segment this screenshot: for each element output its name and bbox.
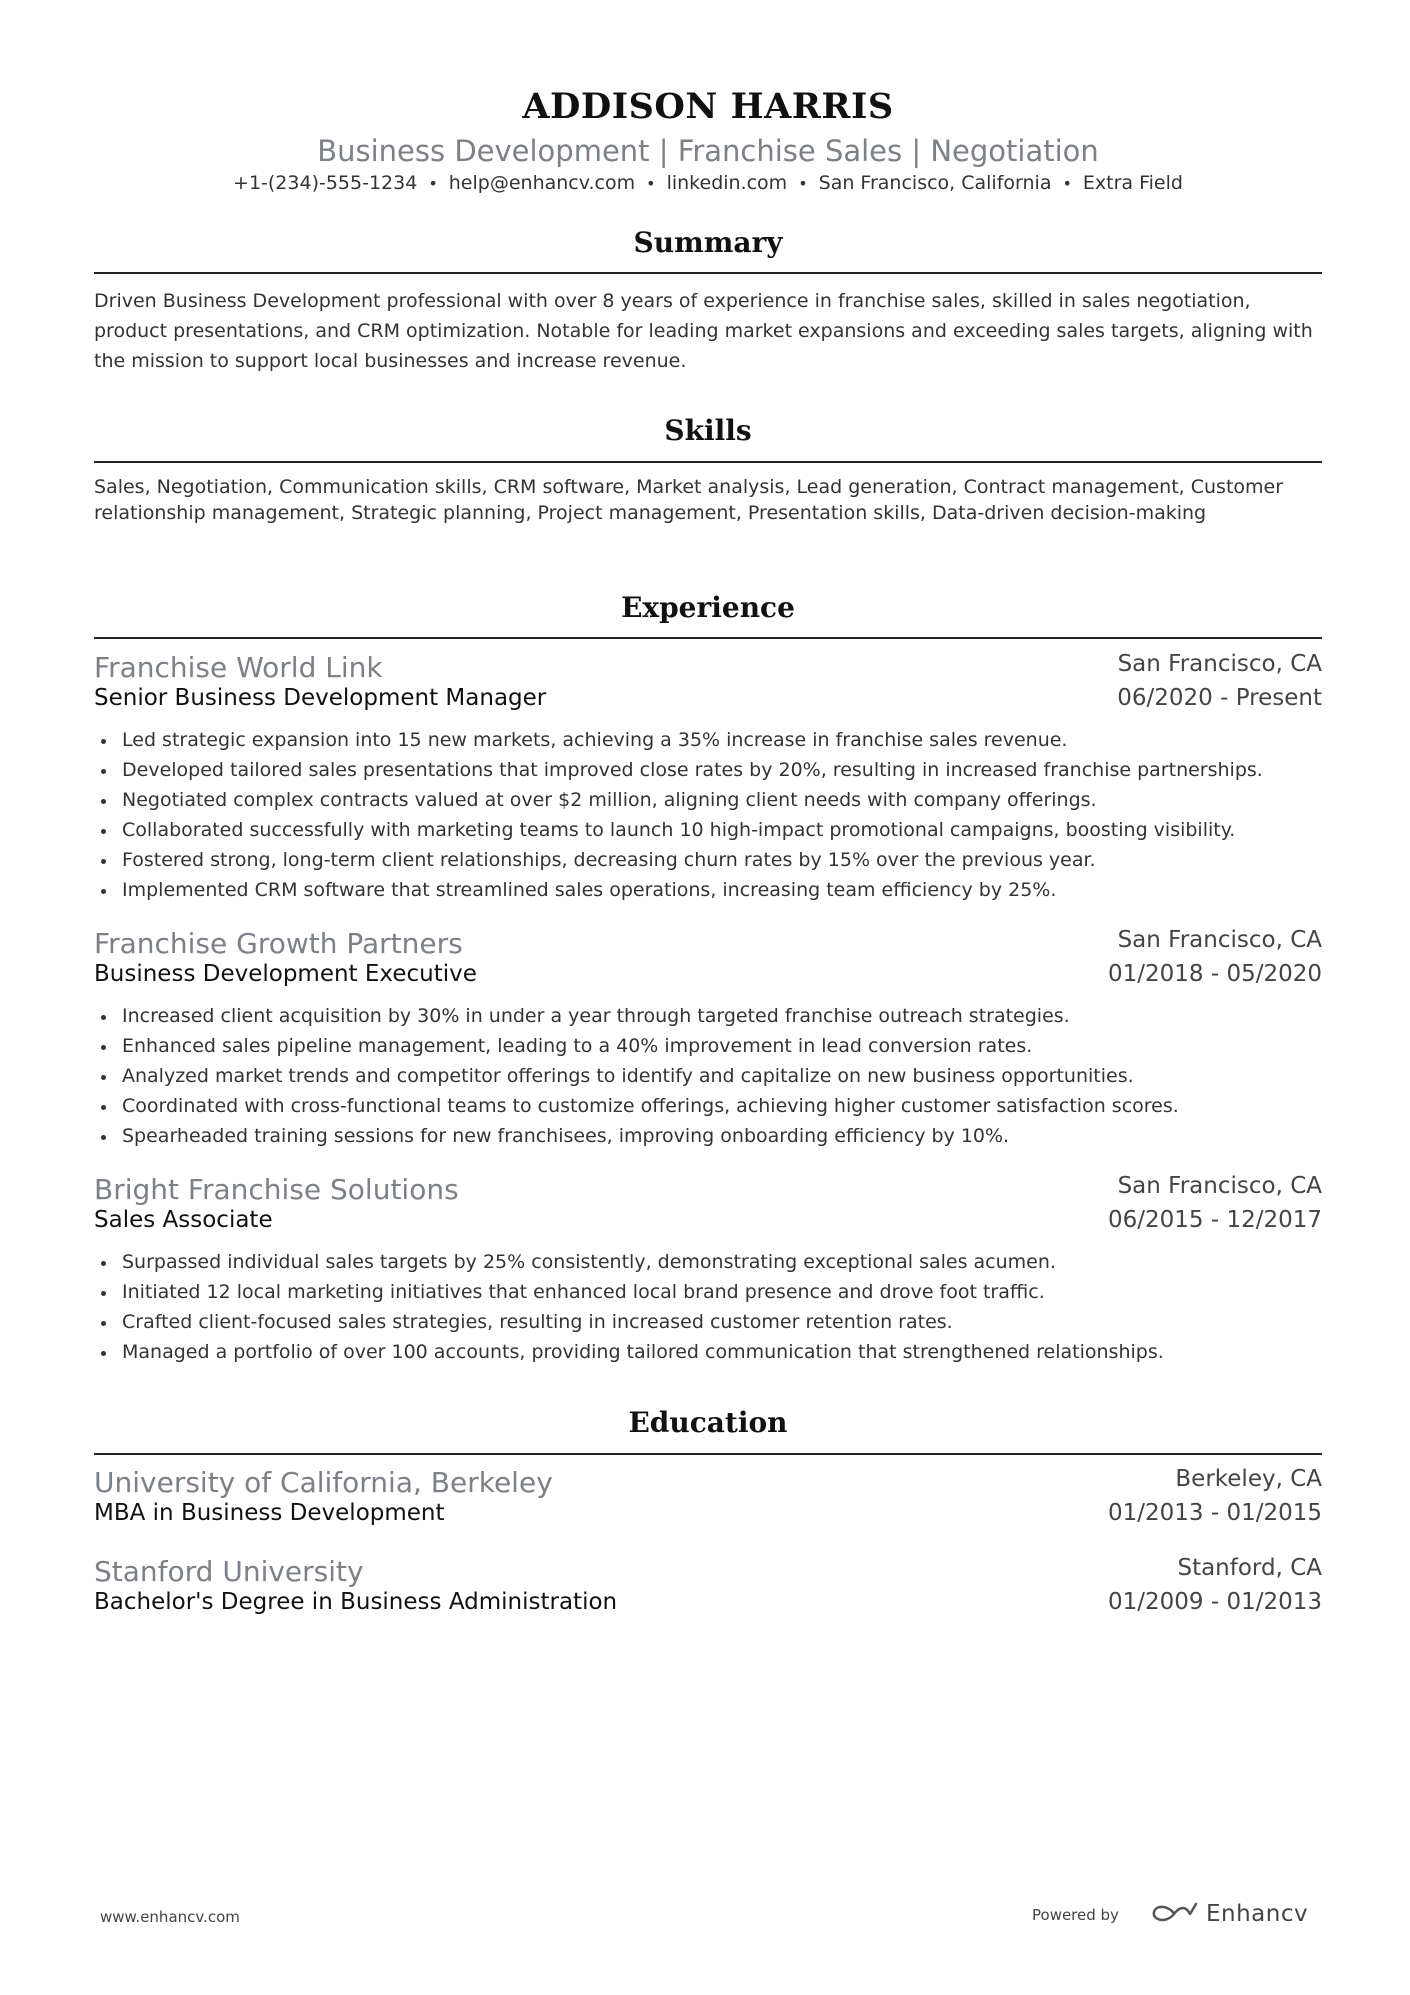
contact-phone: +1-(234)-555-1234 [233,172,418,194]
achievement-item: Implemented CRM software that streamlined sales operations, increasing team efficiency by 25%. [94,875,1322,905]
summary-text: Driven Business Development professional with over 8 years of experience in franchise sales, skilled in sales negotiation, product presentations, and CRM optimization. Notable for leading market expansions and exceeding sales targets, aligning with the mission to support local businesses and increase revenue. [94,290,1313,372]
degree-name: Bachelor's Degree in Business Administration [94,1589,618,1615]
school-location: Stanford, CA [1177,1555,1322,1581]
degree-name: MBA in Business Development [94,1500,445,1526]
achievement-item: Led strategic expansion into 15 new markets, achieving a 35% increase in franchise sales revenue. [94,725,1322,755]
achievement-item: Collaborated successfully with marketing teams to launch 10 high-impact promotional campaigns, boosting visibility. [94,815,1322,845]
job-title: Sales Associate [94,1207,273,1233]
section-divider [94,1453,1322,1455]
achievement-item: Initiated 12 local marketing initiatives that enhanced local brand presence and drove foot traffic. [94,1277,1322,1307]
company-name: Franchise World Link [94,651,383,684]
school-name: Stanford University [94,1555,364,1588]
experience-entry [94,651,1322,905]
job-dates: 06/2020 - Present [1117,685,1322,711]
enhancv-logo-text: Enhancv [1206,1901,1309,1927]
contact-extra-field: Extra Field [1082,172,1183,194]
contact-email[interactable]: help@enhancv.com [448,172,636,194]
job-dates: 01/2018 - 05/2020 [1107,961,1322,987]
achievement-item: Managed a portfolio of over 100 accounts, providing tailored communication that strengthened relationships. [94,1337,1322,1367]
education-dates: 01/2009 - 01/2013 [1107,1589,1322,1615]
achievement-item: Surpassed individual sales targets by 25% consistently, demonstrating exceptional sales acumen. [94,1247,1322,1277]
separator-dot: • [428,174,438,193]
achievement-item: Negotiated complex contracts valued at over $2 million, aligning client needs with company offerings. [94,785,1322,815]
section-divider [94,461,1322,463]
candidate-name: ADDISON HARRIS [522,86,894,127]
achievement-list [94,725,1322,905]
achievement-list [94,1247,1322,1367]
job-dates: 06/2015 - 12/2017 [1107,1207,1322,1233]
contact-line [94,172,1322,194]
section-title-summary: Summary [633,226,783,259]
candidate-headline: Business Development | Franchise Sales | Negotiation [317,134,1099,168]
job-title: Business Development Executive [94,961,477,987]
section-title-skills: Skills [664,414,752,447]
achievement-item: Fostered strong, long-term client relationships, decreasing churn rates by 15% over the previous year. [94,845,1322,875]
job-location: San Francisco, CA [1117,651,1322,677]
achievement-item: Spearheaded training sessions for new franchisees, improving onboarding efficiency by 10%. [94,1121,1322,1151]
footer-website-link[interactable]: www.enhancv.com [100,1908,240,1926]
skills-text: Sales, Negotiation, Communication skills, CRM software, Market analysis, Lead generation, Contract management, Customer relationship management, Strategic planning, Project management, Presentation skills, Data-driven decision-making [94,476,1284,524]
section-title-experience: Experience [621,591,795,624]
section-divider [94,637,1322,639]
company-name: Bright Franchise Solutions [94,1173,459,1206]
school-location: Berkeley, CA [1175,1466,1322,1492]
achievement-item: Enhanced sales pipeline management, leading to a 40% improvement in lead conversion rates. [94,1031,1322,1061]
job-location: San Francisco, CA [1117,927,1322,953]
job-location: San Francisco, CA [1117,1173,1322,1199]
powered-by-label: Powered by [1032,1906,1119,1924]
achievement-item: Coordinated with cross-functional teams to customize offerings, achieving higher customer satisfaction scores. [94,1091,1322,1121]
separator-dot: • [1062,174,1072,193]
experience-entry [94,927,1322,1151]
contact-linkedin[interactable]: linkedin.com [666,172,788,194]
section-divider [94,272,1322,274]
enhancv-logo-icon [1150,1901,1200,1927]
contact-location: San Francisco, California [818,172,1052,194]
school-name: University of California, Berkeley [94,1466,553,1499]
experience-entry [94,1173,1322,1367]
achievement-item: Developed tailored sales presentations that improved close rates by 20%, resulting in increased franchise partnerships. [94,755,1322,785]
company-name: Franchise Growth Partners [94,927,463,960]
education-entry [94,1466,1322,1534]
enhancv-logo[interactable] [1150,1898,1308,1930]
education-entry [94,1555,1322,1623]
achievement-list [94,1001,1322,1151]
separator-dot: • [798,174,808,193]
achievement-item: Analyzed market trends and competitor offerings to identify and capitalize on new business opportunities. [94,1061,1322,1091]
separator-dot: • [646,174,656,193]
achievement-item: Crafted client-focused sales strategies, resulting in increased customer retention rates. [94,1307,1322,1337]
job-title: Senior Business Development Manager [94,685,547,711]
education-dates: 01/2013 - 01/2015 [1107,1500,1322,1526]
section-title-education: Education [628,1406,788,1439]
achievement-item: Increased client acquisition by 30% in under a year through targeted franchise outreach strategies. [94,1001,1322,1031]
